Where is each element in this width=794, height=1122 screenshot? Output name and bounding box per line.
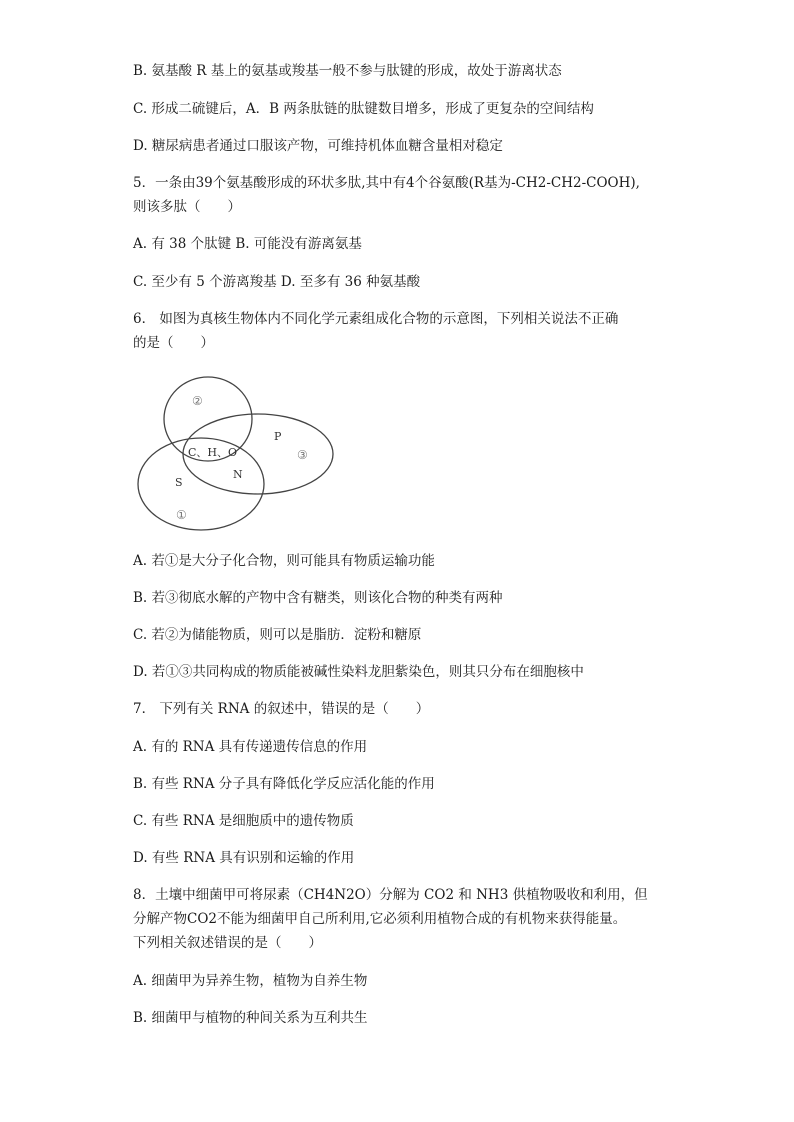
q5-stem-line-1: 5．一条由39个氨基酸形成的环状多肽,其中有4个谷氨酸(R基为-CH2-CH2-COOH), — [133, 175, 640, 191]
label-circle-1: ① — [176, 508, 187, 522]
q7-option-a: A. 有的 RNA 具有传递遗传信息的作用 — [133, 739, 368, 755]
label-circle-3: ③ — [297, 448, 308, 462]
q7-option-d: D. 有些 RNA 具有识别和运输的作用 — [133, 850, 355, 866]
q8-option-a: A. 细菌甲为异养生物，植物为自养生物 — [133, 973, 368, 989]
label-center: C、H、O — [188, 446, 238, 459]
q5-options-cd: C. 至少有 5 个游离羧基 D. 至多有 36 种氨基酸 — [133, 274, 421, 290]
q6-option-c: C. 若②为储能物质，则可以是脂肪．淀粉和糖原 — [133, 627, 422, 643]
q6-stem-line-2: 的是（ ） — [133, 335, 214, 351]
label-n: N — [233, 468, 243, 481]
q8-option-b: B. 细菌甲与植物的种间关系为互利共生 — [133, 1010, 368, 1026]
q8-stem-line-3: 下列相关叙述错误的是（ ） — [133, 935, 322, 951]
q8-stem-line-1: 8．土壤中细菌甲可将尿素（CH4N2O）分解为 CO2 和 NH3 供植物吸收和利用，但 — [133, 887, 648, 903]
venn-diagram-svg — [133, 376, 343, 536]
q7-stem: 7． 下列有关 RNA 的叙述中，错误的是（ ） — [133, 701, 430, 717]
q6-option-a: A. 若①是大分子化合物，则可能具有物质运输功能 — [133, 553, 435, 569]
q5-options-ab: A. 有 38 个肽键 B. 可能没有游离氨基 — [133, 236, 362, 252]
label-p: P — [274, 430, 282, 443]
q7-option-c: C. 有些 RNA 是细胞质中的遗传物质 — [133, 813, 354, 829]
q5-stem-line-2: 则该多肽（ ） — [133, 199, 241, 215]
q4-option-d: D. 糖尿病患者通过口服该产物，可维持机体血糖含量相对稳定 — [133, 138, 503, 154]
label-circle-2: ② — [192, 394, 203, 408]
q7-option-b: B. 有些 RNA 分子具有降低化学反应活化能的作用 — [133, 776, 435, 792]
q6-stem-line-1: 6． 如图为真核生物体内不同化学元素组成化合物的示意图，下列相关说法不正确 — [133, 311, 619, 327]
venn-diagram — [133, 376, 343, 536]
label-s: S — [175, 476, 183, 489]
q8-stem-line-2: 分解产物CO2不能为细菌甲自己所利用,它必须利用植物合成的有机物来获得能量。 — [133, 911, 627, 927]
q6-option-d: D. 若①③共同构成的物质能被碱性染料龙胆紫染色，则其只分布在细胞核中 — [133, 664, 584, 680]
q6-option-b: B. 若③彻底水解的产物中含有糖类，则该化合物的种类有两种 — [133, 590, 503, 606]
q4-option-c: C. 形成二硫键后，A．B 两条肽链的肽键数目增多，形成了更复杂的空间结构 — [133, 101, 594, 117]
q4-option-b: B. 氨基酸 R 基上的氨基或羧基一般不参与肽键的形成，故处于游离状态 — [133, 63, 562, 79]
